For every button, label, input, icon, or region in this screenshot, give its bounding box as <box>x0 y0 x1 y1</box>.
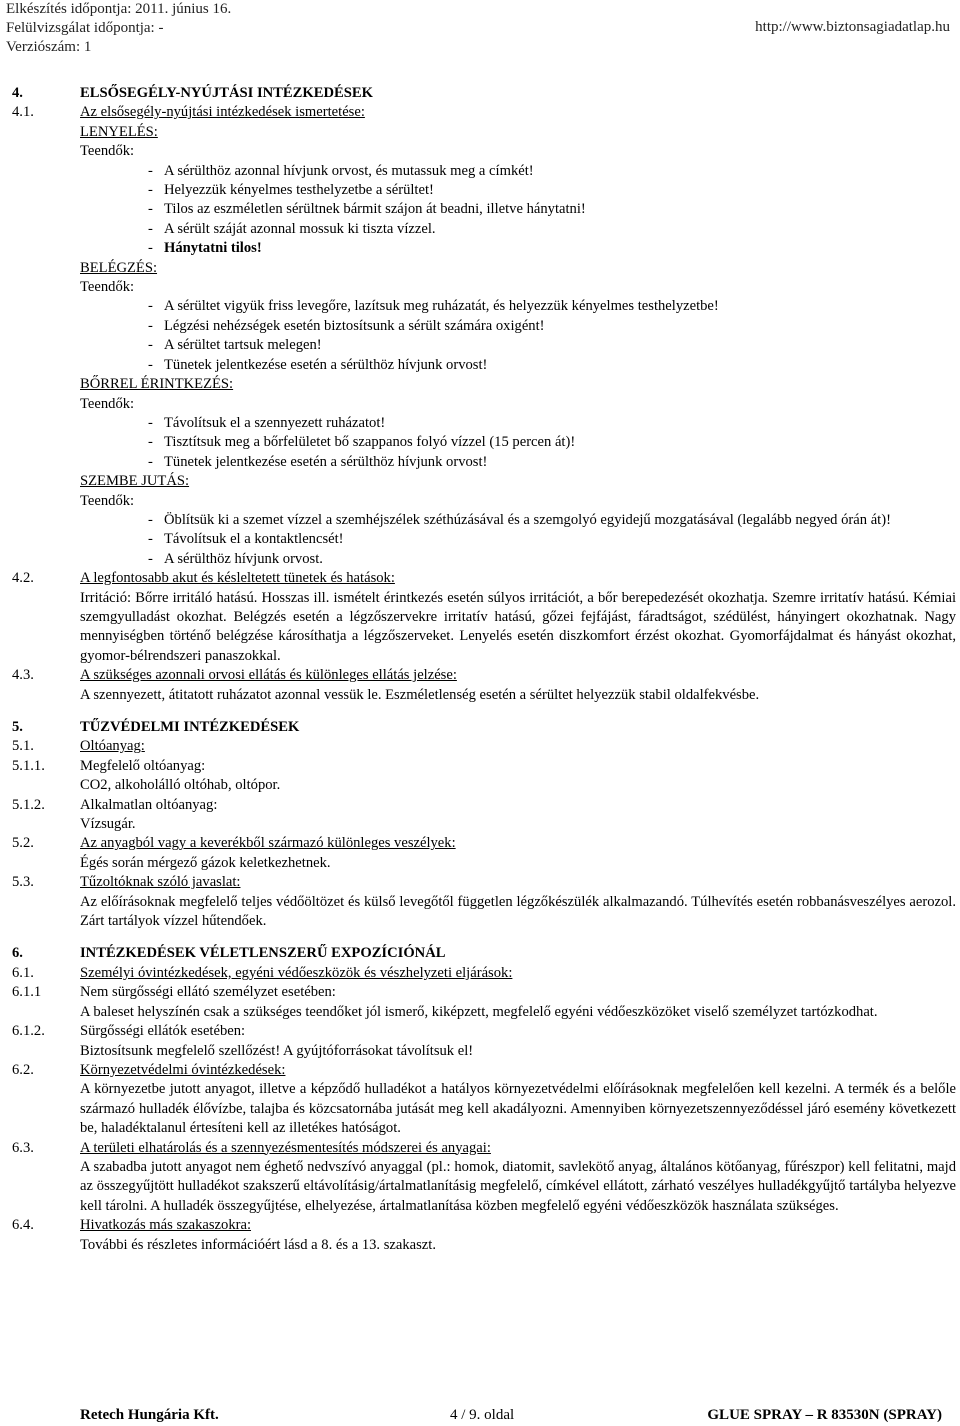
ingestion-heading: LENYELÉS: <box>80 123 158 140</box>
page-header <box>6 0 956 58</box>
section-6-1-2-heading: 6.1.2. Sürgősségi ellátók esetében: <box>12 1023 246 1040</box>
section-title: ELSŐSEGÉLY-NYÚJTÁSI INTÉZKEDÉSEK <box>80 85 373 101</box>
section-6-1-1-heading: 6.1.1 Nem sürgősségi ellátó személyzet esetében: <box>12 984 336 1001</box>
section-6-1-heading: 6.1. Személyi óvintézkedések, egyéni védőeszközök és vészhelyzeti eljárások: <box>12 964 513 981</box>
website-link[interactable]: http://www.biztonsagiadatlap.hu <box>755 19 950 35</box>
section-5-2-heading: 5.2. Az anyagból vagy a keverékből származó különleges veszélyek: <box>12 835 456 852</box>
section-5-heading: 5. TŰZVÉDELMI INTÉZKEDÉSEK <box>12 719 300 735</box>
section-6-heading: 6. INTÉZKEDÉSEK VÉLETLENSZERŰ EXPOZÍCIÓNÁL <box>12 945 446 962</box>
eye-contact-list <box>148 511 960 569</box>
section-4-heading <box>0 84 960 103</box>
version-number: Verziószám: 1 <box>6 39 92 55</box>
document-body <box>0 84 960 1255</box>
section-6-4-heading: 6.4. Hivatkozás más szakaszokra: <box>12 1217 252 1234</box>
ingestion-list <box>148 162 960 259</box>
skin-contact-heading: BŐRREL ÉRINTKEZÉS: <box>80 376 234 393</box>
list-item: - Távolítsuk el a szennyezett ruházatot! <box>148 414 386 431</box>
inhalation-todo-label: Teendők: <box>80 279 135 296</box>
section-6-1-1-text: A baleset helyszínén csak a szükséges teendőket jól ismerő, kiképzett, megfelelő egyéni védőeszközöket viselő személyzet tartózkodhat. <box>80 1003 878 1020</box>
list-item: - Légzési nehézségek esetén biztosítsunk a sérült számára oxigént! <box>148 317 545 334</box>
section-6-3-text: A szabadba jutott anyagot nem éghető nedvszívó anyaggal (pl.: homok, diatomit, savlekötő anyag, általános kötőanyag, fűrészpor) kell felitatni, majd az összegyűjtött hulladékot szakszerű eltávolításig/ártalmatlanításig megfelelő, címkével ellátott, zárható veszélyes hulladékgyűjtő tartályba helyezve kell tárolni. A hulladék összegyűjtése, elhelyezése, ártalmatlanítása közben megfelelő egyéni védőeszközök használata szükséges. <box>80 1158 956 1214</box>
list-item: - A sérült száját azonnal mossuk ki tiszta vízzel. <box>148 220 436 237</box>
company-name: Retech Hungária Kft. <box>80 1407 219 1423</box>
list-item: - Öblítsük ki a szemet vízzel a szemhéjszélek széthúzásával és a szemgolyó egyidejű mozgatásával (legalább negyed órán át)! <box>148 511 891 528</box>
list-item: - A sérültet tartsuk melegen! <box>148 337 322 354</box>
section-5-2-text: Égés során mérgező gázok keletkezhetnek. <box>80 854 331 871</box>
list-item: - A sérülthöz hívjunk orvost. <box>148 550 323 567</box>
creation-date: Elkészítés időpontja: 2011. június 16. <box>6 1 232 17</box>
section-5-3-heading: 5.3. Tűzoltóknak szóló javaslat: <box>12 874 241 891</box>
list-item: - Távolítsuk el a kontaktlencsét! <box>148 531 344 548</box>
inhalation-heading: BELÉGZÉS: <box>80 259 158 276</box>
section-6-3-heading: 6.3. A területi elhatárolás és a szennyezésmentesítés módszerei és anyagai: <box>12 1139 491 1156</box>
section-title: Az elsősegély-nyújtási intézkedések ismertetése: <box>80 104 365 121</box>
product-name: GLUE SPRAY – R 83530N (SPRAY) <box>707 1407 942 1423</box>
skin-contact-list <box>148 414 960 472</box>
section-number: 4.1. <box>12 104 34 121</box>
section-5-1-2-heading: 5.1.2. Alkalmatlan oltóanyag: <box>12 796 218 813</box>
section-5-1-2-text: Vízsugár. <box>80 816 136 833</box>
list-item: - A sérülthöz azonnal hívjunk orvost, és mutassuk meg a címkét! <box>148 162 534 179</box>
ingestion-todo-label: Teendők: <box>80 143 135 160</box>
section-4-1-heading <box>0 103 960 122</box>
section-4-2-text: Irritáció: Bőrre irritáló hatású. Hosszas ill. ismételt érintkezés esetén súlyos irritációt, a bőr berepedezését okozhatja. Szemre irritatív hatású. Kémiai szemgyulladást okozhat. Belégzés esetén a légzőszervekre irritatív hatású, gőzei fejfájást, fáradtságot, szédülést, hányingert okozhatnak. Nagy mennyiségben történő belégzése károsíthatja a légzőszerveket. Lenyelés esetén diszkomfort érzést okozhat. Gyomorfájdalmat és hányást okozhat, gyomor-bélrendszeri panaszokkal. <box>80 589 956 664</box>
section-5-1-heading: 5.1. Oltóanyag: <box>12 738 145 755</box>
section-6-4-text: További és részletes információért lásd a 8. és a 13. szakaszt. <box>80 1236 436 1253</box>
list-item: - Tünetek jelentkezése esetén a sérülthöz hívjunk orvost! <box>148 356 488 373</box>
list-item: - Hánytatni tilos! <box>148 240 262 257</box>
list-item: - Helyezzük kényelmes testhelyzetbe a sérültet! <box>148 182 434 199</box>
section-6-1-2-text: Biztosítsunk megfelelő szellőzést! A gyújtóforrásokat távolítsuk el! <box>80 1042 474 1059</box>
section-5-1-1-text: CO2, alkoholálló oltóhab, oltópor. <box>80 777 281 794</box>
eye-contact-heading: SZEMBE JUTÁS: <box>80 473 190 490</box>
page-number: 4 / 9. oldal <box>450 1407 515 1423</box>
section-number: 4. <box>12 85 23 101</box>
section-5-3-text: Az előírásoknak megfelelő teljes védőöltözet és külső levegőtől független légzőkészülék alkalmazandó. Túlhevítés esetén robbanásveszélyes aerozol. Zárt tartályok vízzel hűtendőek. <box>80 893 956 930</box>
eye-contact-todo-label: Teendők: <box>80 492 135 509</box>
page-footer <box>0 1407 960 1426</box>
inhalation-list <box>148 297 960 375</box>
list-item: - Tilos az eszméletlen sérültnek bármit szájon át beadni, illetve hánytatni! <box>148 201 586 218</box>
review-date: Felülvizsgálat időpontja: - <box>6 20 164 36</box>
list-item: - A sérültet vigyük friss levegőre, lazítsuk meg ruházatát, és helyezzük kényelmes testhelyzetbe! <box>148 298 719 315</box>
list-item: - Tünetek jelentkezése esetén a sérülthöz hívjunk orvost! <box>148 453 488 470</box>
section-6-2-heading: 6.2. Környezetvédelmi óvintézkedések: <box>12 1061 286 1078</box>
section-4-3-heading: 4.3. A szükséges azonnali orvosi ellátás és különleges ellátás jelzése: <box>12 667 457 684</box>
skin-contact-todo-label: Teendők: <box>80 395 135 412</box>
section-4-2-heading: 4.2. A legfontosabb akut és késleltetett tünetek és hatások: <box>12 570 395 587</box>
section-6-2-text: A környezetbe jutott anyagot, illetve a képződő hulladékot a hatályos környezetvédelmi előírásoknak megfelelően kell kezelni. A termék és a belőle származó hulladék élővízbe, talajba és közcsatornába jutását meg kell akadályozni. Amennyiben környezetszennyeződéssel járó esemény következett be, haladéktalanul értesíteni kell az illetékes hatóságot. <box>80 1081 956 1137</box>
list-item: - Tisztítsuk meg a bőrfelületet bő szappanos folyó vízzel (15 percen át)! <box>148 434 576 451</box>
section-5-1-1-heading: 5.1.1. Megfelelő oltóanyag: <box>12 757 206 774</box>
section-4-3-text: A szennyezett, átitatott ruházatot azonnal vessük le. Eszméletlenség esetén a sérültet helyezzük stabil oldalfekvésbe. <box>80 686 760 703</box>
